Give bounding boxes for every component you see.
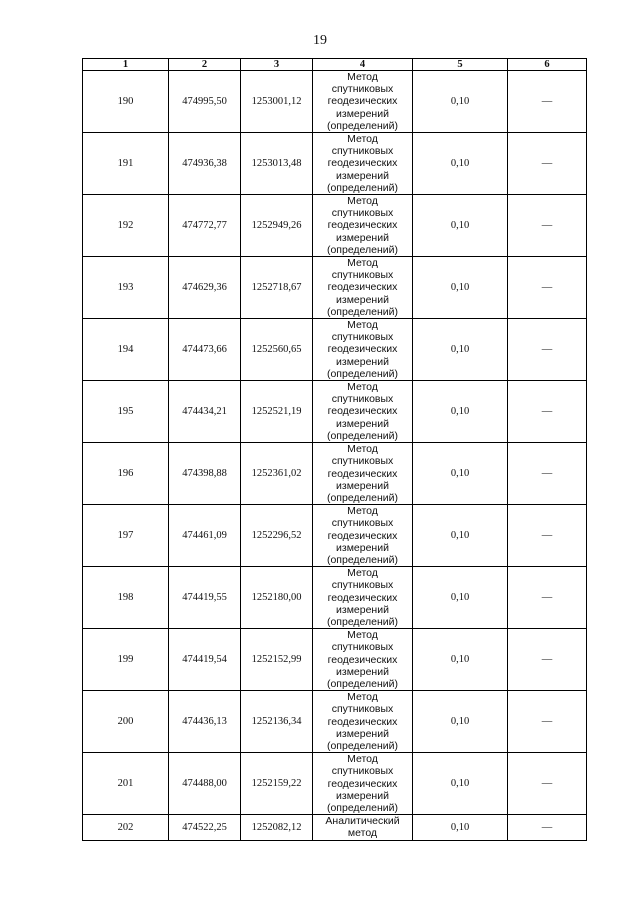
y-coordinate-cell: 1252361,02 bbox=[241, 443, 313, 505]
note-cell: — bbox=[508, 195, 587, 257]
x-coordinate-cell: 474936,38 bbox=[169, 133, 241, 195]
header-col-3: 3 bbox=[241, 59, 313, 71]
method-line: Метод bbox=[347, 753, 378, 766]
note-cell: — bbox=[508, 319, 587, 381]
method-line: спутниковых bbox=[331, 703, 394, 716]
method-cell bbox=[313, 71, 413, 133]
accuracy-cell: 0,10 bbox=[413, 691, 508, 753]
note-cell: — bbox=[508, 133, 587, 195]
method-line: геодезических bbox=[327, 653, 398, 666]
method-cell bbox=[313, 753, 413, 815]
table-row bbox=[83, 195, 587, 257]
method-line: измерений bbox=[336, 541, 389, 554]
method-line: (определений) bbox=[326, 243, 399, 256]
method-line: геодезических bbox=[327, 343, 398, 356]
y-coordinate-cell: 1252949,26 bbox=[241, 195, 313, 257]
header-col-1: 1 bbox=[83, 59, 169, 71]
table-row bbox=[83, 319, 587, 381]
point-number-cell: 198 bbox=[83, 567, 169, 629]
y-coordinate-cell: 1252296,52 bbox=[241, 505, 313, 567]
method-cell bbox=[313, 691, 413, 753]
method-line: измерений bbox=[336, 231, 389, 244]
note-cell: — bbox=[508, 505, 587, 567]
accuracy-cell: 0,10 bbox=[413, 567, 508, 629]
method-line: (определений) bbox=[326, 305, 399, 318]
method-line: измерений bbox=[336, 293, 389, 306]
method-cell bbox=[313, 443, 413, 505]
method-line: геодезических bbox=[327, 95, 398, 108]
table-header-row bbox=[83, 59, 587, 71]
header-col-6: 6 bbox=[508, 59, 587, 71]
y-coordinate-cell: 1252082,12 bbox=[241, 815, 313, 840]
method-line: измерений bbox=[336, 603, 389, 616]
method-line: геодезических bbox=[327, 715, 398, 728]
method-line: метод bbox=[347, 827, 378, 840]
x-coordinate-cell: 474522,25 bbox=[169, 815, 241, 840]
page-number: 19 bbox=[313, 33, 327, 48]
method-line: Метод bbox=[347, 133, 378, 146]
y-coordinate-cell: 1252180,00 bbox=[241, 567, 313, 629]
method-line: геодезических bbox=[327, 529, 398, 542]
y-coordinate-cell: 1253013,48 bbox=[241, 133, 313, 195]
header-col-2: 2 bbox=[169, 59, 241, 71]
y-coordinate-cell: 1252152,99 bbox=[241, 629, 313, 691]
y-coordinate-cell: 1252718,67 bbox=[241, 257, 313, 319]
x-coordinate-cell: 474419,54 bbox=[169, 629, 241, 691]
method-line: спутниковых bbox=[331, 765, 394, 778]
note-cell: — bbox=[508, 71, 587, 133]
y-coordinate-cell: 1252521,19 bbox=[241, 381, 313, 443]
method-line: (определений) bbox=[326, 677, 399, 690]
x-coordinate-cell: 474398,88 bbox=[169, 443, 241, 505]
method-line: спутниковых bbox=[331, 207, 394, 220]
method-cell bbox=[313, 257, 413, 319]
table-row bbox=[83, 691, 587, 753]
method-line: (определений) bbox=[326, 119, 399, 132]
coordinates-table bbox=[82, 58, 587, 841]
method-cell bbox=[313, 381, 413, 443]
x-coordinate-cell: 474772,77 bbox=[169, 195, 241, 257]
table-row bbox=[83, 815, 587, 840]
y-coordinate-cell: 1252159,22 bbox=[241, 753, 313, 815]
method-cell bbox=[313, 319, 413, 381]
method-line: измерений bbox=[336, 107, 389, 120]
method-cell bbox=[313, 195, 413, 257]
x-coordinate-cell: 474461,09 bbox=[169, 505, 241, 567]
method-line: измерений bbox=[336, 665, 389, 678]
method-cell bbox=[313, 815, 413, 840]
table-row bbox=[83, 381, 587, 443]
method-line: измерений bbox=[336, 479, 389, 492]
x-coordinate-cell: 474473,66 bbox=[169, 319, 241, 381]
point-number-cell: 190 bbox=[83, 71, 169, 133]
table-row bbox=[83, 257, 587, 319]
method-line: Метод bbox=[347, 567, 378, 580]
method-line: измерений bbox=[336, 169, 389, 182]
accuracy-cell: 0,10 bbox=[413, 257, 508, 319]
point-number-cell: 194 bbox=[83, 319, 169, 381]
table-row bbox=[83, 567, 587, 629]
method-line: Метод bbox=[347, 381, 378, 394]
accuracy-cell: 0,10 bbox=[413, 753, 508, 815]
table-row bbox=[83, 629, 587, 691]
method-line: спутниковых bbox=[331, 579, 394, 592]
y-coordinate-cell: 1252136,34 bbox=[241, 691, 313, 753]
method-cell bbox=[313, 629, 413, 691]
accuracy-cell: 0,10 bbox=[413, 443, 508, 505]
point-number-cell: 197 bbox=[83, 505, 169, 567]
point-number-cell: 202 bbox=[83, 815, 169, 840]
method-line: Метод bbox=[347, 319, 378, 332]
method-line: спутниковых bbox=[331, 641, 394, 654]
method-line: (определений) bbox=[326, 739, 399, 752]
method-line: измерений bbox=[336, 417, 389, 430]
method-line: спутниковых bbox=[331, 517, 394, 530]
method-cell bbox=[313, 133, 413, 195]
accuracy-cell: 0,10 bbox=[413, 505, 508, 567]
method-line: (определений) bbox=[326, 367, 399, 380]
method-line: спутниковых bbox=[331, 145, 394, 158]
table-row bbox=[83, 133, 587, 195]
accuracy-cell: 0,10 bbox=[413, 319, 508, 381]
point-number-cell: 195 bbox=[83, 381, 169, 443]
table-body bbox=[83, 71, 587, 841]
method-line: Метод bbox=[347, 691, 378, 704]
note-cell: — bbox=[508, 753, 587, 815]
point-number-cell: 191 bbox=[83, 133, 169, 195]
table-row bbox=[83, 71, 587, 133]
accuracy-cell: 0,10 bbox=[413, 133, 508, 195]
note-cell: — bbox=[508, 567, 587, 629]
method-line: спутниковых bbox=[331, 269, 394, 282]
x-coordinate-cell: 474629,36 bbox=[169, 257, 241, 319]
method-line: Метод bbox=[347, 195, 378, 208]
method-line: Метод bbox=[347, 71, 378, 83]
accuracy-cell: 0,10 bbox=[413, 629, 508, 691]
x-coordinate-cell: 474488,00 bbox=[169, 753, 241, 815]
note-cell: — bbox=[508, 691, 587, 753]
method-line: геодезических bbox=[327, 281, 398, 294]
point-number-cell: 199 bbox=[83, 629, 169, 691]
y-coordinate-cell: 1253001,12 bbox=[241, 71, 313, 133]
method-line: (определений) bbox=[326, 181, 399, 194]
header-col-5: 5 bbox=[413, 59, 508, 71]
x-coordinate-cell: 474434,21 bbox=[169, 381, 241, 443]
y-coordinate-cell: 1252560,65 bbox=[241, 319, 313, 381]
point-number-cell: 201 bbox=[83, 753, 169, 815]
header-col-4: 4 bbox=[313, 59, 413, 71]
accuracy-cell: 0,10 bbox=[413, 71, 508, 133]
table-row bbox=[83, 505, 587, 567]
method-line: спутниковых bbox=[331, 455, 394, 468]
method-line: измерений bbox=[336, 355, 389, 368]
note-cell: — bbox=[508, 443, 587, 505]
method-line: геодезических bbox=[327, 467, 398, 480]
x-coordinate-cell: 474436,13 bbox=[169, 691, 241, 753]
x-coordinate-cell: 474419,55 bbox=[169, 567, 241, 629]
method-line: измерений bbox=[336, 727, 389, 740]
method-line: (определений) bbox=[326, 615, 399, 628]
point-number-cell: 200 bbox=[83, 691, 169, 753]
method-line: геодезических bbox=[327, 219, 398, 232]
method-line: геодезических bbox=[327, 777, 398, 790]
method-cell bbox=[313, 505, 413, 567]
note-cell: — bbox=[508, 629, 587, 691]
method-line: измерений bbox=[336, 789, 389, 802]
method-line: Метод bbox=[347, 629, 378, 642]
note-cell: — bbox=[508, 257, 587, 319]
note-cell: — bbox=[508, 381, 587, 443]
method-line: геодезических bbox=[327, 405, 398, 418]
method-line: геодезических bbox=[327, 157, 398, 170]
table-row bbox=[83, 443, 587, 505]
method-line: Метод bbox=[347, 505, 378, 518]
point-number-cell: 193 bbox=[83, 257, 169, 319]
accuracy-cell: 0,10 bbox=[413, 815, 508, 840]
method-line: (определений) bbox=[326, 429, 399, 442]
method-line: (определений) bbox=[326, 801, 399, 814]
table-row bbox=[83, 753, 587, 815]
method-line: Метод bbox=[347, 443, 378, 456]
method-line: спутниковых bbox=[331, 393, 394, 406]
accuracy-cell: 0,10 bbox=[413, 195, 508, 257]
point-number-cell: 192 bbox=[83, 195, 169, 257]
method-line: спутниковых bbox=[331, 331, 394, 344]
note-cell: — bbox=[508, 815, 587, 840]
method-line: геодезических bbox=[327, 591, 398, 604]
point-number-cell: 196 bbox=[83, 443, 169, 505]
method-cell bbox=[313, 567, 413, 629]
method-line: Метод bbox=[347, 257, 378, 270]
accuracy-cell: 0,10 bbox=[413, 381, 508, 443]
method-line: (определений) bbox=[326, 491, 399, 504]
x-coordinate-cell: 474995,50 bbox=[169, 71, 241, 133]
method-line: (определений) bbox=[326, 553, 399, 566]
method-line: Аналитический bbox=[325, 815, 400, 828]
method-line: спутниковых bbox=[331, 83, 394, 96]
